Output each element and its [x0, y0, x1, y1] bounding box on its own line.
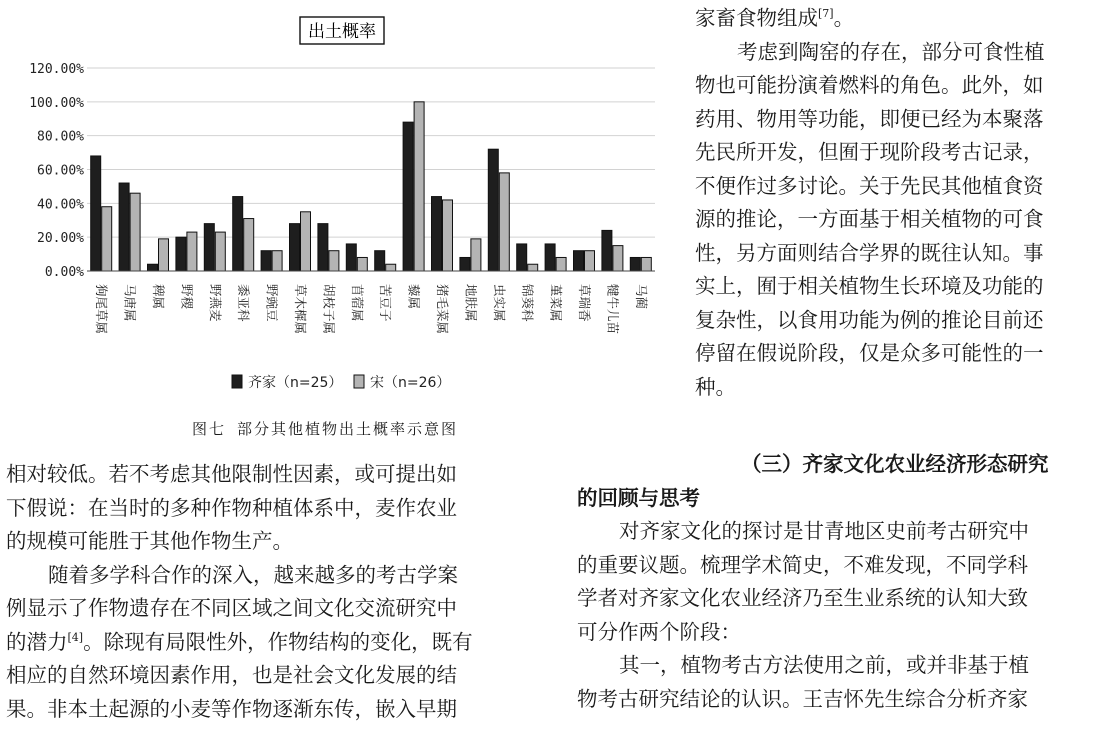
x-tick-label: 草瑞香: [577, 284, 592, 322]
bar-song: [414, 102, 424, 271]
chart-title: 出土概率: [308, 22, 376, 42]
right-column-bottom-text: [577, 448, 1049, 716]
bar-song: [130, 193, 140, 271]
text-line: 先民所开发，但囿于现阶段考古记录，: [695, 140, 1044, 164]
text-line: 随着多学科合作的深入，越来越多的考古学案: [48, 562, 458, 587]
citation-ref[interactable]: [7]: [818, 7, 834, 20]
bar-song: [585, 251, 595, 271]
legend: [232, 375, 450, 391]
gridlines: [87, 68, 655, 237]
x-tick-label: 稗属: [151, 284, 166, 310]
section-heading-cont: 的回顾与思考: [577, 485, 700, 510]
text-line: 下假说：在当时的多种作物种植体系中，麦作农业: [6, 495, 457, 520]
text-line: 物考古研究结论的认识。王吉怀先生综合分析齐家: [577, 686, 1028, 711]
bar-qijia: [290, 224, 300, 271]
bar-song: [357, 257, 367, 271]
x-tick-label: 马蔺: [633, 284, 649, 310]
bar-song: [329, 251, 339, 271]
text-line: 物也可能扮演着燃料的角色。此外，如: [695, 73, 1044, 97]
x-tick-label: 野稷: [179, 284, 195, 310]
right-column-top-text: [695, 2, 1045, 404]
text-span: 家畜食物组成: [695, 6, 818, 30]
x-tick-label: 犍牛儿苗: [605, 284, 621, 335]
section-heading: （三）齐家文化农业经济形态研究: [741, 452, 1049, 476]
text-line: 例显示了作物遗存在不同区域之间文化交流研究中: [6, 596, 457, 620]
text-line: 果。非本土起源的小麦等作物逐渐东传，嵌入早期: [6, 696, 457, 721]
bar-song: [386, 264, 396, 271]
legend-label: 齐家（n=25）: [248, 375, 343, 391]
x-tick-label: 苜蓿属: [349, 284, 365, 322]
bar-song: [244, 219, 254, 271]
bar-song: [215, 232, 225, 271]
bars: [91, 102, 652, 271]
bar-qijia: [119, 183, 129, 271]
bar-song: [471, 239, 481, 271]
text-line: 性，另方面则结合学界的既往认知。事: [695, 240, 1044, 265]
x-tick-label: 堇菜属: [548, 284, 564, 322]
x-tick-label: 胡枝子属: [321, 284, 337, 335]
x-tick-label: 野豌豆: [264, 284, 280, 322]
bar-song: [159, 239, 169, 271]
bar-qijia: [204, 224, 214, 271]
bar-qijia: [602, 230, 612, 271]
x-tick-label: 草木樨属: [293, 284, 308, 335]
y-tick-label: 0.00%: [44, 265, 84, 280]
text-line: 停留在假说阶段，仅是众多可能性的一: [695, 341, 1044, 365]
bar-qijia: [261, 251, 271, 271]
text-line: 学者对齐家文化农业经济乃至生业系统的认知大致: [577, 586, 1028, 610]
figure-caption: 图七 部分其他植物出土概率示意图: [192, 420, 459, 438]
citation-ref[interactable]: [4]: [67, 630, 84, 644]
text-line: 不便作过多讨论。关于先民其他植食资: [695, 173, 1044, 198]
bar-song: [443, 200, 453, 271]
y-tick-label: 100.00%: [29, 95, 84, 111]
y-tick-label: 80.00%: [37, 129, 84, 145]
bar-qijia: [403, 122, 413, 271]
x-tick-label: 狗尾草属: [94, 284, 110, 335]
bar-qijia: [318, 224, 328, 271]
bar-qijia: [517, 244, 527, 271]
y-axis-ticks: [29, 62, 84, 280]
y-tick-label: 20.00%: [37, 231, 84, 247]
bar-qijia: [91, 156, 101, 271]
bar-song: [556, 257, 566, 271]
text-line: 源的推论，一方面基于相关植物的可食: [695, 207, 1044, 231]
x-tick-label: 马唐属: [122, 284, 138, 322]
text-line: 相对较低。若不考虑其他限制性因素，或可提出如: [6, 462, 457, 486]
bar-song: [102, 207, 112, 271]
x-tick-label: 黍亚科: [236, 284, 252, 322]
text-line: 可分作两个阶段：: [577, 619, 741, 644]
text-line: 其一，植物考古方法使用之前，或并非基于植: [619, 653, 1029, 677]
text-span: 的潜力: [6, 629, 68, 654]
text-line: 实上，囿于相关植物生长环境及功能的: [695, 274, 1044, 298]
text-line: 的规模可能胜于其他作物生产。: [6, 529, 293, 553]
text-line: 的重要议题。梳理学术简史，不难发现，不同学科: [577, 552, 1028, 577]
text-line: 对齐家文化的探讨是甘青地区史前考古研究中: [619, 519, 1029, 543]
bar-qijia: [545, 244, 555, 271]
text-line: [6, 626, 473, 660]
text-span: 。除现有局限性外，作物结构的变化，既有: [83, 629, 473, 654]
bar-song: [301, 212, 311, 271]
bar-song: [528, 264, 538, 271]
probability-bar-chart: [0, 0, 680, 410]
x-tick-label: 野燕麦: [207, 284, 223, 322]
bar-song: [272, 251, 282, 271]
bar-qijia: [148, 264, 158, 271]
bar-qijia: [375, 251, 385, 271]
left-column-text: [6, 458, 473, 726]
bar-qijia: [630, 257, 640, 271]
text-line: 种。: [695, 374, 736, 399]
bar-qijia: [176, 237, 186, 271]
text-line: 考虑到陶窑的存在，部分可食性植: [737, 39, 1045, 64]
bar-song: [187, 232, 197, 271]
x-tick-label: 猪毛菜属: [435, 284, 450, 335]
y-tick-label: 120.00%: [29, 62, 84, 77]
x-tick-label: 藜属: [406, 284, 422, 310]
legend-swatch: [232, 375, 242, 388]
legend-label: 宋（n=26）: [370, 375, 451, 391]
x-tick-label: 地肤属: [463, 284, 479, 322]
text-span: 。: [833, 6, 855, 30]
bar-qijia: [574, 251, 584, 271]
bar-song: [613, 246, 623, 271]
legend-swatch: [354, 375, 364, 388]
text-line: 药用、物用等功能，即便已经为本聚落: [695, 106, 1044, 131]
text-line: 复杂性，以食用功能为例的推论目前还: [695, 307, 1044, 332]
text-line: 相应的自然环境因素作用，也是社会文化发展的结: [6, 663, 457, 687]
bar-qijia: [460, 257, 470, 271]
bar-song: [641, 257, 651, 271]
x-axis-labels: [94, 284, 649, 334]
bar-qijia: [346, 244, 356, 271]
bar-song: [499, 173, 509, 271]
x-tick-label: 苦豆子: [378, 284, 394, 322]
y-tick-label: 40.00%: [37, 197, 84, 213]
text-line: [695, 2, 1045, 36]
bar-qijia: [233, 197, 243, 271]
x-tick-label: 虫实属: [491, 284, 507, 322]
x-tick-label: 锦葵科: [520, 284, 536, 322]
bar-qijia: [432, 197, 442, 271]
y-tick-label: 60.00%: [37, 163, 84, 179]
bar-qijia: [488, 149, 498, 271]
